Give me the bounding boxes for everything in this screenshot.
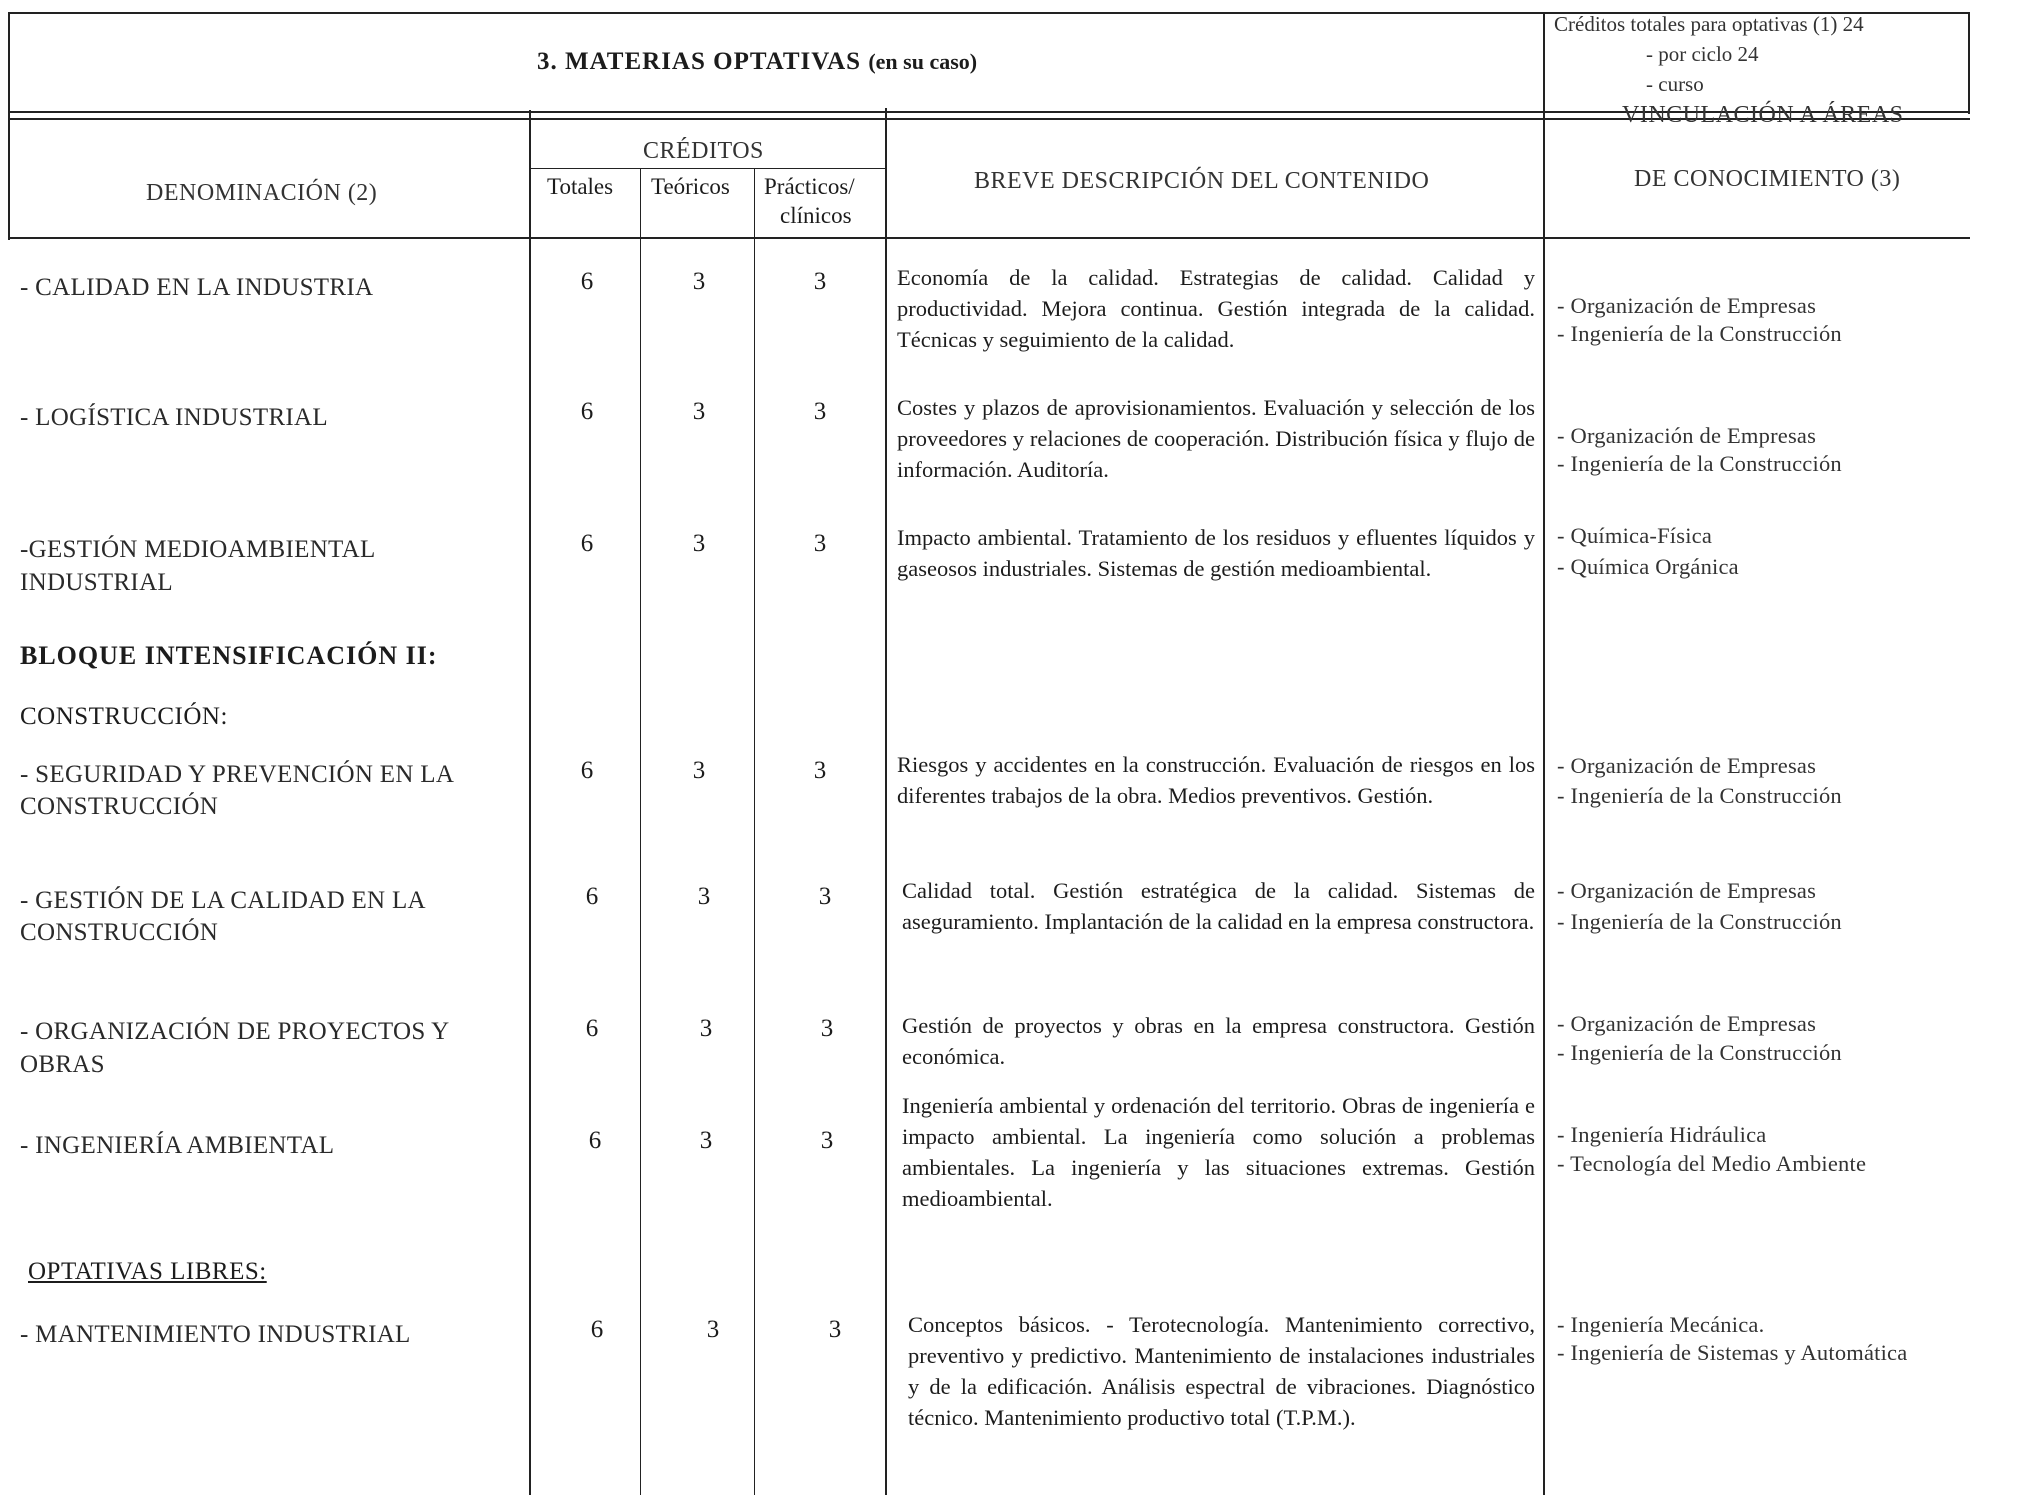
title-suffix: (en su caso) (868, 49, 978, 74)
row-practicos: 3 (813, 268, 827, 295)
row-area: - Química Orgánica (1557, 554, 1739, 579)
row-teoricos: 3 (692, 530, 706, 557)
header-vinculacion-2: DE CONOCIMIENTO (3) (1634, 166, 1901, 192)
credits-cycle: - por ciclo 24 (1646, 42, 1759, 66)
credits-course: - curso (1646, 72, 1704, 96)
row-practicos: 3 (828, 1316, 842, 1343)
row-teoricos: 3 (692, 398, 706, 425)
row-totales: 6 (590, 1316, 604, 1343)
row-name: -GESTIÓN MEDIOAMBIENTAL (20, 536, 376, 563)
row-area: - Ingeniería Mecánica. (1557, 1312, 1765, 1337)
row-description: Impacto ambiental. Tratamiento de los residuos y efluentes líquidos y gaseosos industriales. Sistemas de gestión medioambiental. (897, 525, 1535, 581)
row-description: Ingeniería ambiental y ordenación del territorio. Obras de ingeniería e impacto ambiental. La ingeniería como solución a problemas ambientales. La ingeniería y las situaciones extremas. Gestión medioambiental. (902, 1093, 1535, 1211)
row-name: - LOGÍSTICA INDUSTRIAL (20, 404, 328, 431)
row-teoricos: 3 (699, 1015, 713, 1042)
row-teoricos: 3 (692, 757, 706, 784)
row-practicos: 3 (820, 1127, 834, 1154)
rule-col-name (529, 110, 531, 1495)
row-totales: 6 (588, 1127, 602, 1154)
header-practicos-1: Prácticos/ (764, 174, 855, 199)
row-name: CONSTRUCCIÓN (20, 793, 219, 820)
row-name: - GESTIÓN DE LA CALIDAD EN LA (20, 887, 426, 914)
section-bloque: BLOQUE INTENSIFICACIÓN II: (20, 641, 438, 670)
row-area: - Ingeniería de la Construcción (1557, 321, 1842, 346)
row-teoricos: 3 (699, 1127, 713, 1154)
row-area: - Ingeniería de Sistemas y Automática (1557, 1340, 1908, 1365)
row-teoricos: 3 (697, 883, 711, 910)
row-totales: 6 (580, 530, 594, 557)
rule-col-teoricos (754, 168, 755, 1495)
row-area: - Tecnología del Medio Ambiente (1557, 1151, 1867, 1176)
header-practicos-2: clínicos (780, 203, 852, 228)
row-name: OBRAS (20, 1051, 105, 1078)
row-name: - SEGURIDAD Y PREVENCIÓN EN LA (20, 761, 455, 788)
row-description: Economía de la calidad. Estrategias de calidad. Calidad y productividad. Mejora continua. Gestión integrada de la calidad. Técnicas y seguimiento de la calidad. (897, 265, 1535, 352)
row-name: CONSTRUCCIÓN (20, 919, 219, 946)
rule-right (1968, 12, 1970, 114)
row-practicos: 3 (813, 530, 827, 557)
row-name: - MANTENIMIENTO INDUSTRIAL (20, 1321, 411, 1348)
row-name: - CALIDAD EN LA INDUSTRIA (20, 274, 374, 301)
rule-col-desc (1543, 12, 1545, 1495)
title-main: 3. MATERIAS OPTATIVAS (537, 48, 862, 75)
row-practicos: 3 (813, 757, 827, 784)
row-area: - Ingeniería de la Construcción (1557, 783, 1842, 808)
row-area: - Química-Física (1557, 523, 1713, 548)
row-description: Gestión de proyectos y obras en la empresa constructora. Gestión económica. (902, 1013, 1535, 1069)
row-totales: 6 (585, 883, 599, 910)
row-area: - Organización de Empresas (1557, 423, 1817, 448)
rule-header-bottom (8, 237, 1970, 239)
row-area: - Organización de Empresas (1557, 293, 1817, 318)
row-name: - INGENIERÍA AMBIENTAL (20, 1132, 335, 1159)
row-description: Calidad total. Gestión estratégica de la calidad. Sistemas de aseguramiento. Implantación de la calidad en la empresa constructora. (902, 878, 1535, 934)
row-area: - Ingeniería de la Construcción (1557, 1040, 1842, 1065)
row-practicos: 3 (813, 398, 827, 425)
row-totales: 6 (580, 757, 594, 784)
row-totales: 6 (580, 398, 594, 425)
row-name: INDUSTRIAL (20, 569, 173, 596)
row-teoricos: 3 (706, 1316, 720, 1343)
section-construccion: CONSTRUCCIÓN: (20, 703, 228, 730)
header-creditos: CRÉDITOS (643, 138, 764, 164)
rule-col-practicos (885, 108, 887, 1495)
row-description: Conceptos básicos. - Terotecnología. Mantenimiento correctivo, preventivo y predictivo. Mantenimiento de instalaciones industriales y de la edificación. Análisis espectral de vibraciones. Diagnóstico técnico. Mantenimiento productivo total (T.P.M.). (908, 1312, 1535, 1430)
row-area: - Ingeniería de la Construcción (1557, 909, 1842, 934)
rule-col-totales (640, 168, 641, 1495)
credits-total: Créditos totales para optativas (1) 24 (1554, 12, 1864, 36)
header-descripcion: BREVE DESCRIPCIÓN DEL CONTENIDO (974, 168, 1430, 194)
row-totales: 6 (580, 268, 594, 295)
rule-credits-sub (530, 168, 886, 169)
rule-left (8, 12, 10, 240)
row-description: Riesgos y accidentes en la construcción. Evaluación de riesgos en los diferentes trabajos de la obra. Medios preventivos. Gestión. (897, 752, 1535, 808)
header-totales: Totales (547, 174, 614, 199)
row-name: - ORGANIZACIÓN DE PROYECTOS Y (20, 1018, 450, 1045)
row-area: - Organización de Empresas (1557, 878, 1817, 903)
row-totales: 6 (585, 1015, 599, 1042)
row-area: - Ingeniería de la Construcción (1557, 451, 1842, 476)
row-practicos: 3 (818, 883, 832, 910)
row-teoricos: 3 (692, 268, 706, 295)
page-title (537, 48, 977, 76)
row-area: - Organización de Empresas (1557, 753, 1817, 778)
row-area: - Organización de Empresas (1557, 1011, 1817, 1036)
row-area: - Ingeniería Hidráulica (1557, 1122, 1767, 1147)
row-practicos: 3 (820, 1015, 834, 1042)
header-teoricos: Teóricos (651, 174, 730, 199)
header-vinculacion-1: VINCULACIÓN A ÁREAS (1622, 102, 1904, 128)
row-description: Costes y plazos de aprovisionamientos. Evaluación y selección de los proveedores y relaciones de cooperación. Distribución física y flujo de información. Auditoría. (897, 395, 1535, 482)
header-denominacion: DENOMINACIÓN (2) (146, 180, 378, 206)
section-optativas-libres: OPTATIVAS LIBRES: (28, 1258, 267, 1285)
